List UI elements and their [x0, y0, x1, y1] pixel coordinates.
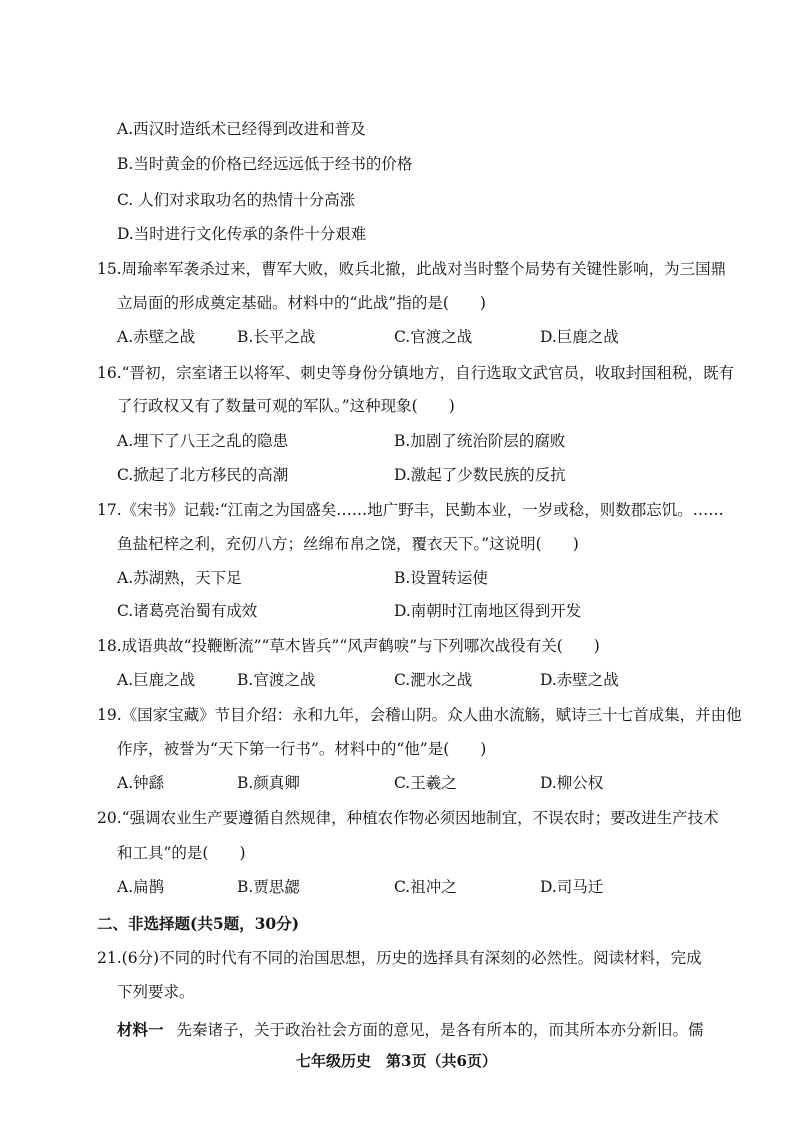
- q14-option-b: B.当时黄金的价格已经远远低于经书的价格: [117, 155, 413, 173]
- material-block: [117, 1022, 703, 1039]
- q20-stem-line2: 和工具”的是( ): [117, 844, 246, 862]
- q19-option-d: D.柳公权: [540, 774, 604, 792]
- page-footer: 七年级历史 第3页（共6页）: [296, 1052, 497, 1070]
- q20-option-c: C.祖冲之: [394, 878, 457, 896]
- q20-stem-line1: 20.“强调农业生产要遵循自然规律，种植农作物必须因地制宜，不误农时；要改进生产技术: [97, 809, 719, 827]
- q14-option-c: C. 人们对求取功名的热情十分高涨: [117, 191, 356, 209]
- q19-option-b: B.颜真卿: [237, 774, 300, 792]
- q16-option-a: A.埋下了八王之乱的隐患: [117, 432, 289, 450]
- q14-option-a: A.西汉时造纸术已经得到改进和普及: [117, 120, 366, 138]
- q15-option-d: D.巨鹿之战: [540, 328, 619, 346]
- q20-option-a: A.扁鹊: [117, 878, 165, 896]
- q18-stem-line1: 18.成语典故“投鞭断流”“草木皆兵”“风声鹤唳”与下列哪次战役有关( ): [97, 637, 600, 655]
- q17-option-c: C.诸葛亮治蜀有成效: [117, 602, 258, 620]
- q17-option-a: A.苏湖熟，天下足: [117, 569, 242, 587]
- q18-option-d: D.赤壁之战: [540, 671, 619, 689]
- q17-option-d: D.南朝时江南地区得到开发: [394, 602, 582, 620]
- material-label: 材料一: [117, 1020, 164, 1039]
- q15-stem-line2: 立局面的形成奠定基础。材料中的“此战”指的是( ): [117, 294, 486, 312]
- q21-stem-line1: 21.(6分)不同的时代有不同的治国思想，历史的选择具有深刻的必然性。阅读材料，完成: [97, 949, 702, 967]
- q19-option-c: C.王羲之: [394, 774, 457, 792]
- q18-option-c: C.淝水之战: [394, 671, 473, 689]
- material-text: 先秦诸子，关于政治社会方面的意见，是各有所本的，而其所本亦分新旧。儒: [176, 1021, 704, 1039]
- q16-stem-line2: 了行政权又有了数量可观的军队。”这种现象( ): [117, 397, 455, 415]
- q15-option-b: B.长平之战: [237, 328, 316, 346]
- q19-stem-line2: 作序，被誉为“天下第一行书”。材料中的“他”是( ): [117, 740, 487, 758]
- q15-option-c: C.官渡之战: [394, 328, 473, 346]
- q19-option-a: A.钟繇: [117, 774, 165, 792]
- q19-stem-line1: 19.《国家宝藏》节目介绍：永和九年，会稽山阴。众人曲水流觞，赋诗三十七首成集，并由他: [97, 706, 742, 724]
- q17-stem-line1: 17.《宋书》记载:“江南之为国盛矣……地广野丰，民勤本业，一岁或稔，则数郡忘饥。……: [97, 501, 724, 519]
- q20-option-d: D.司马迁: [540, 878, 604, 896]
- q17-stem-line2: 鱼盐杞梓之利，充仞八方；丝绵布帛之饶，覆衣天下。”这说明( ): [117, 535, 579, 553]
- section-heading: 二、非选择题(共5题，30分): [97, 914, 300, 933]
- q15-option-a: A.赤壁之战: [117, 328, 196, 346]
- q20-option-b: B.贾思勰: [237, 878, 300, 896]
- q18-option-b: B.官渡之战: [237, 671, 316, 689]
- q21-stem-line2: 下列要求。: [117, 983, 195, 1001]
- q17-option-b: B.设置转运使: [394, 569, 488, 587]
- q16-stem-line1: 16.“晋初，宗室诸王以将军、刺史等身份分镇地方，自行选取文武官员，收取封国租税，既有: [97, 364, 735, 382]
- q15-stem-line1: 15.周瑜率军袭杀过来，曹军大败，败兵北撤，此战对当时整个局势有关键性影响，为三国鼎: [97, 260, 727, 278]
- q16-option-c: C.掀起了北方移民的高潮: [117, 466, 289, 484]
- q14-option-d: D.当时进行文化传承的条件十分艰难: [117, 225, 367, 243]
- q18-option-a: A.巨鹿之战: [117, 671, 196, 689]
- q16-option-b: B.加剧了统治阶层的腐败: [394, 432, 566, 450]
- q16-option-d: D.激起了少数民族的反抗: [394, 466, 566, 484]
